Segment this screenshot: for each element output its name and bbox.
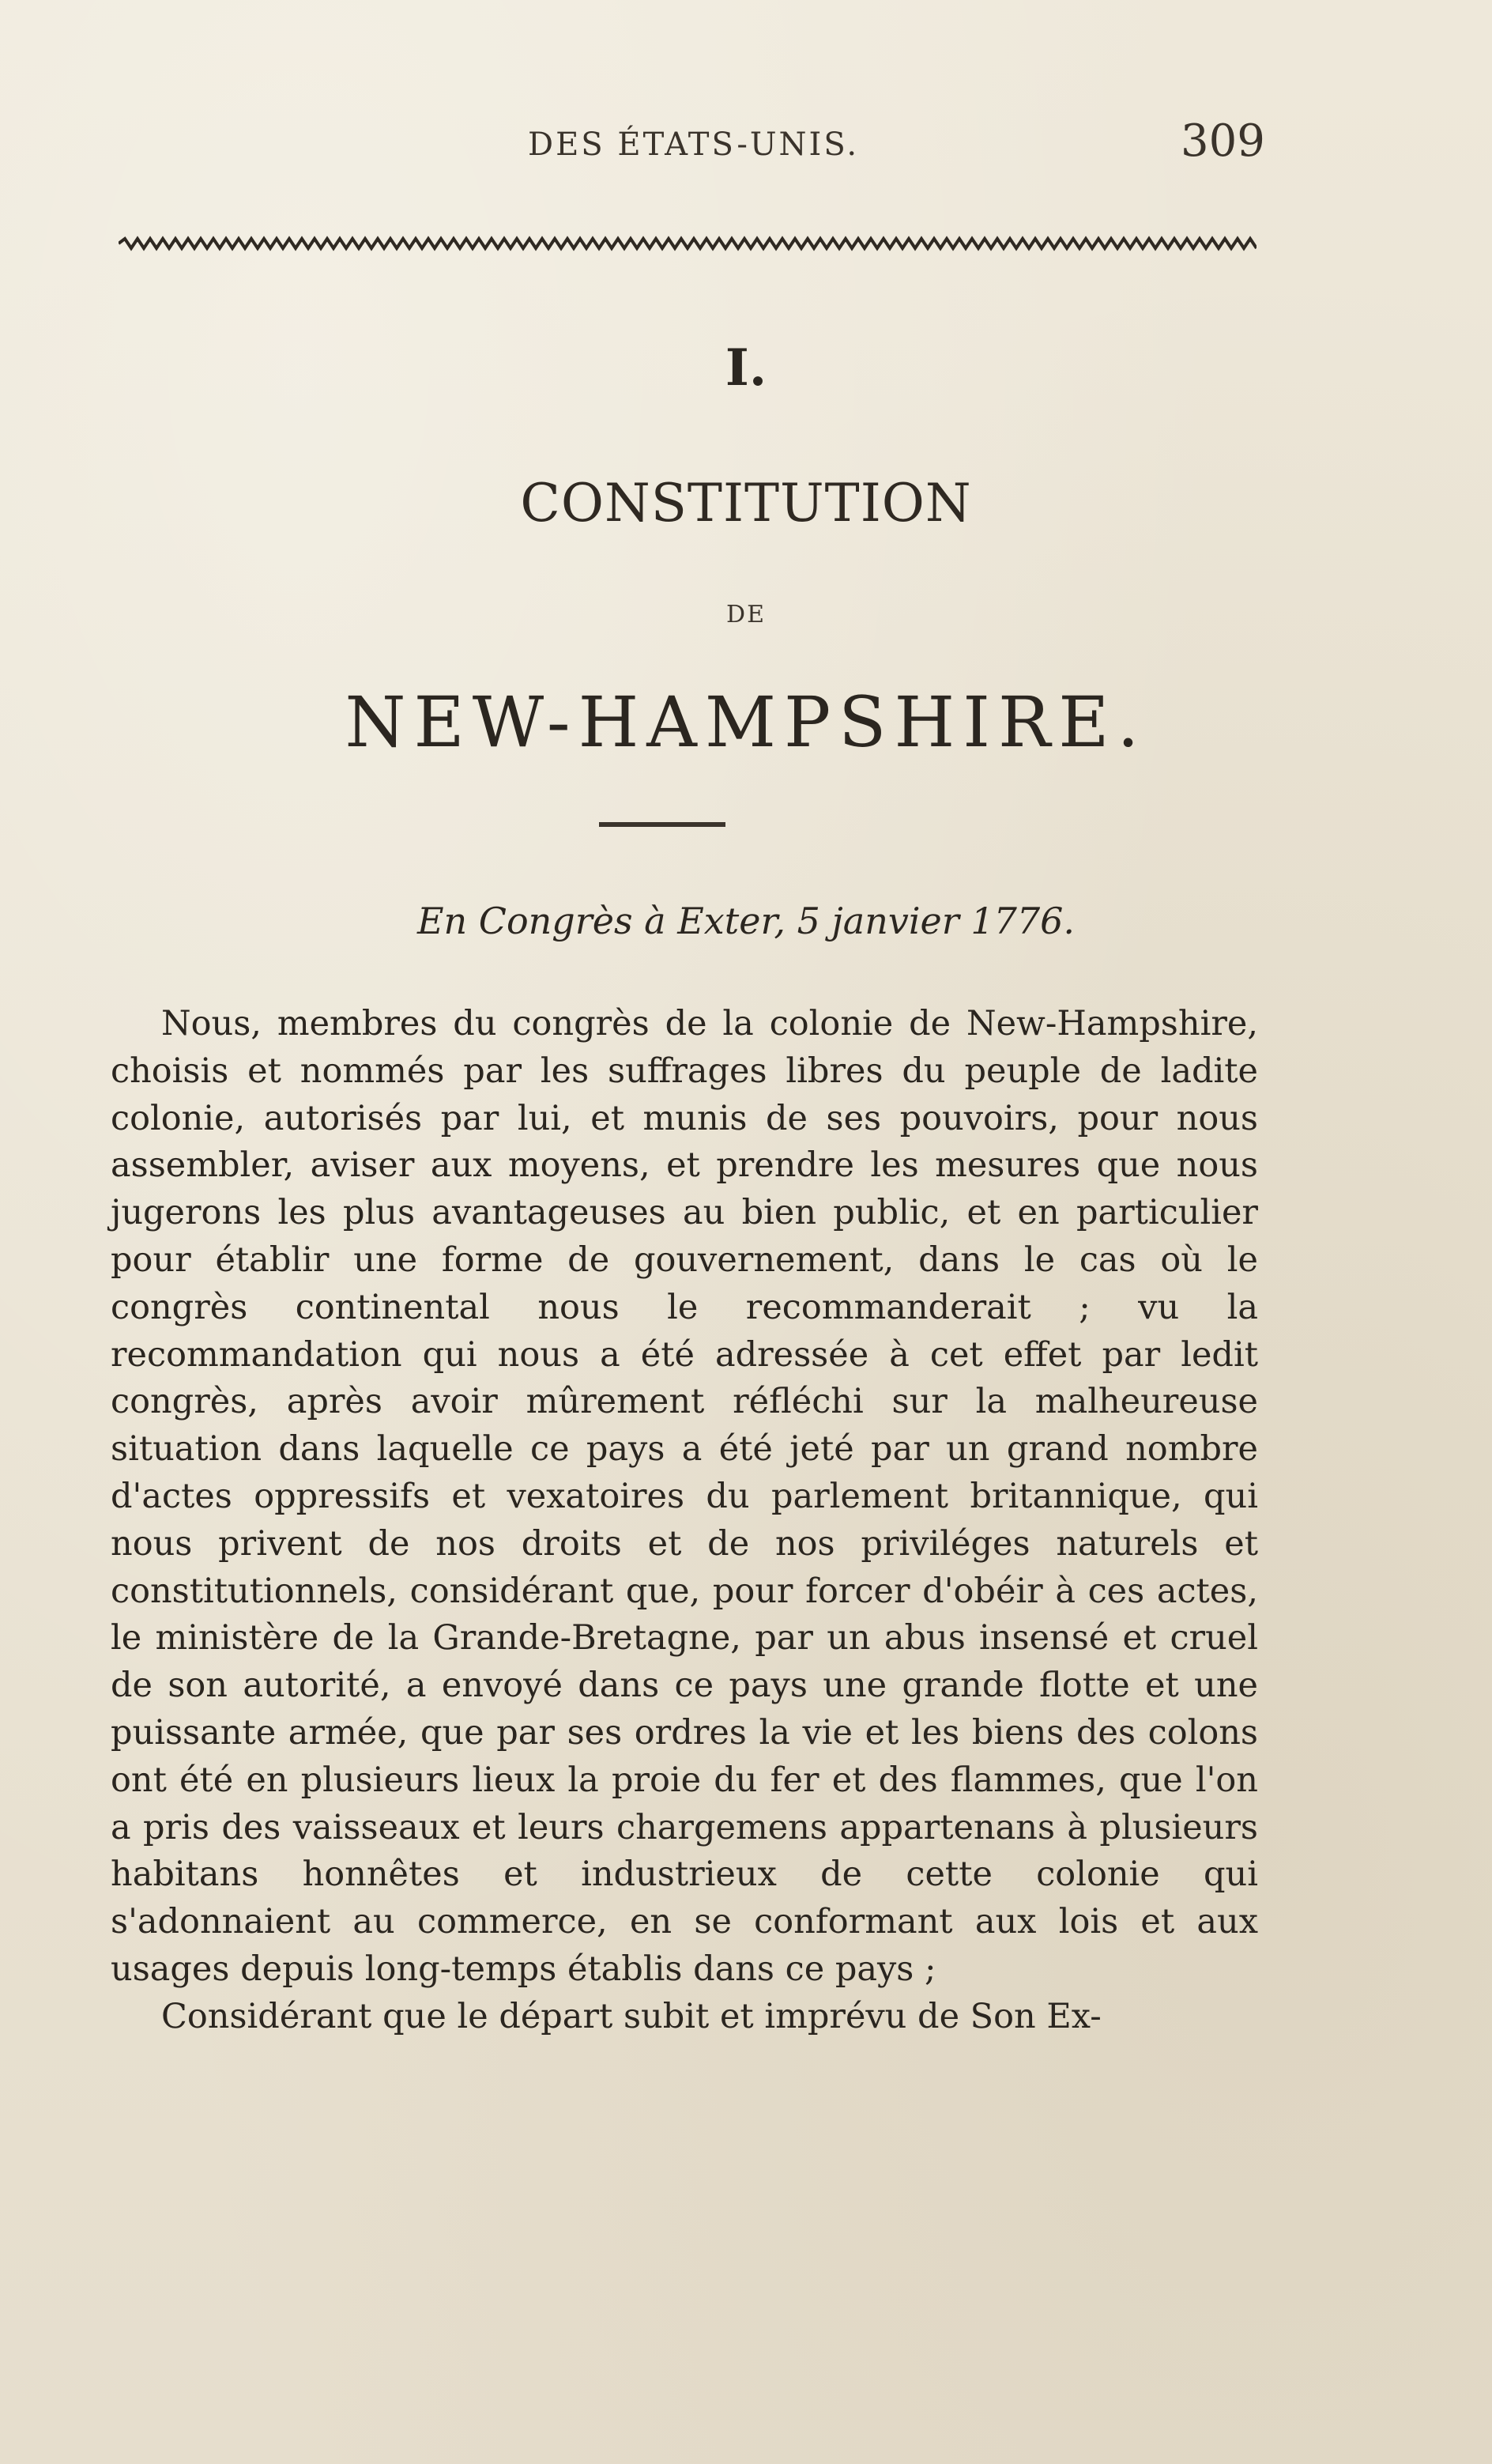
dateline: En Congrès à Exter, 5 janvier 1776. (416, 900, 1076, 942)
body-text (111, 1001, 1258, 2041)
section-number: I. (725, 338, 767, 398)
document-title: CONSTITUTION (520, 473, 972, 534)
running-head: DES ÉTATS-UNIS. (528, 126, 860, 163)
state-name-title: NEW-HAMPSHIRE. (345, 681, 1147, 763)
title-preposition: DE (726, 601, 766, 628)
wavy-ornament-rule (119, 236, 1257, 251)
page-number: 309 (1181, 115, 1265, 167)
paragraph: Considérant que le départ subit et imprévu de Son Ex- (161, 1996, 1102, 2036)
title-rule (599, 822, 725, 827)
paragraph: Nous, membres du congrès de la colonie de New-Hampshire, choisis et nommés par les suffrages libres du peuple de ladite colonie, autorisés par lui, et munis de ses pouvoirs, pour nous assembler, aviser aux moyens, et prendre les mesures que nous jugerons les plus avantageuses au bien public, et en particulier pour établir une forme de gouvernement, dans le cas où le congrès continental nous le recommanderait ; vu la recommandation qui nous a été adressée à cet effet par ledit congrès, après avoir mûrement réfléchi sur la malheureuse situation dans laquelle ce pays a été jeté par un grand nombre d'actes oppressifs et vexatoires du parlement britannique, qui nous privent de nos droits et de nos priviléges naturels et constitutionnels, considérant que, pour forcer d'obéir à ces actes, le ministère de la Grande-Bretagne, par un abus insensé et cruel de son autorité, a envoyé dans ce pays une grande flotte et une puissante armée, que par ses ordres la vie et les biens des colons ont été en plusieurs lieux la proie du fer et des flammes, que l'on a pris des vaisseaux et leurs chargemens appartenans à plusieurs habitans honnêtes et industrieux de cette colonie qui s'adonnaient au commerce, en se conformant aux lois et aux usages depuis long-temps établis dans ce pays ; (111, 1004, 1258, 1989)
